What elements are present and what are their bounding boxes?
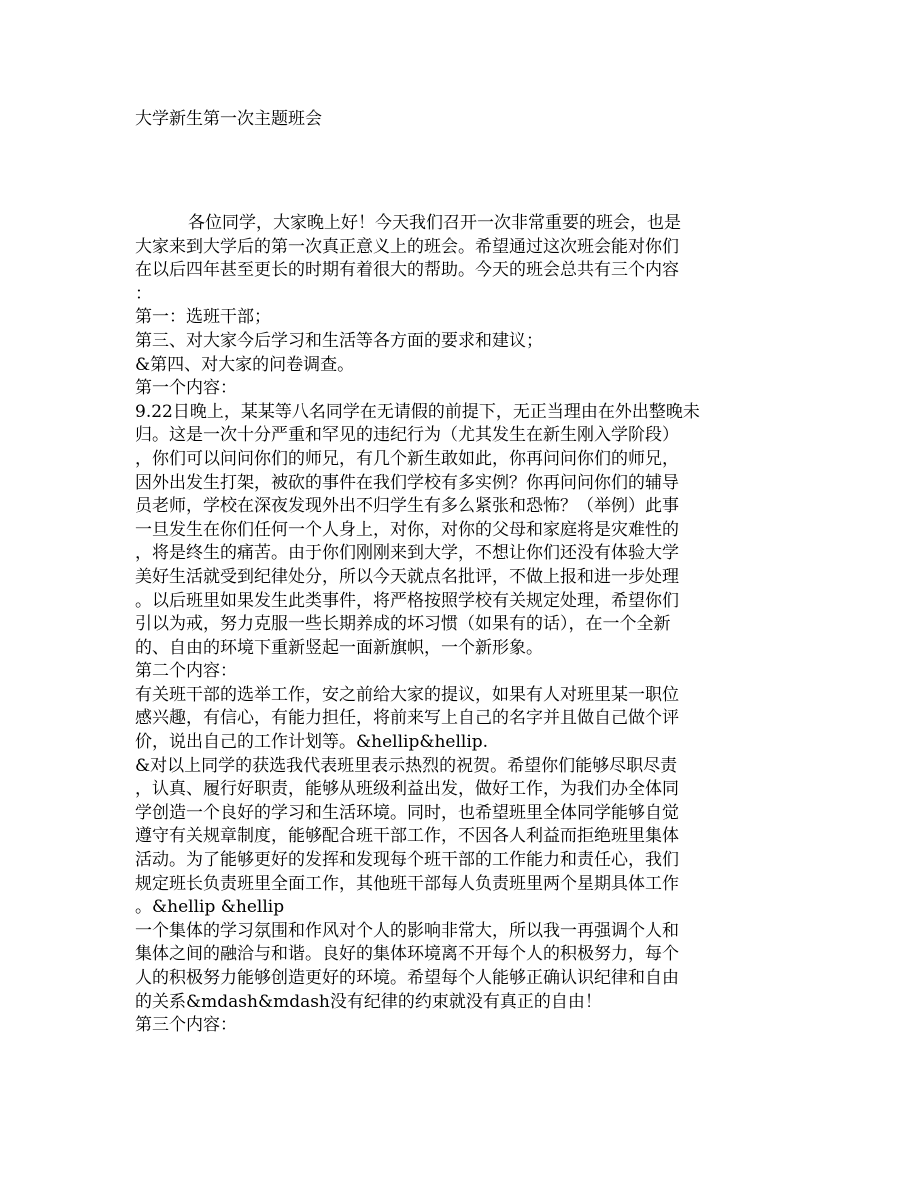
document-body: [135, 212, 725, 1038]
text-line: ，将是终生的痛苦。由于你们刚刚来到大学，不想让你们还没有体验大学: [135, 543, 679, 564]
text-line: 人的积极努力能够创造更好的环境。希望每个人能够正确认识纪律和自由: [135, 968, 679, 988]
text-line: 感兴趣，有信心，有能力担任，将前来写上自己的名字并且做自己做个评: [135, 708, 679, 729]
text-line: ，你们可以问问你们的师兄，有几个新生敢如此，你再问问你们的师兄，: [135, 448, 679, 469]
text-line: 有关班干部的选举工作，安之前给大家的提议，如果有人对班里某一职位: [135, 684, 679, 705]
text-line: 美好生活就受到纪律处分，所以今天就点名批评，不做上报和进一步处理: [135, 566, 679, 587]
text-line: 学创造一个良好的学习和生活环境。同时，也希望班里全体同学能够自觉: [135, 802, 679, 823]
document-title: 大学新生第一次主题班会: [135, 109, 322, 129]
text-line: 活动。为了能够更好的发挥和发现每个班干部的工作能力和责任心，我们: [135, 850, 679, 871]
text-line: 归。这是一次十分严重和罕见的违纪行为（尤其发生在新生刚入学阶段）: [135, 425, 679, 446]
text-line: 的、自由的环境下重新竖起一面新旗帜，一个新形象。: [135, 637, 543, 658]
text-line: 第三个内容：: [135, 1015, 237, 1036]
text-line: ：: [135, 283, 152, 304]
text-line: 第二个内容：: [135, 661, 237, 682]
text-line: 的关系&mdash&mdash没有纪律的约束就没有真正的自由！: [135, 991, 602, 1012]
text-line: 员老师，学校在深夜发现外出不归学生有多么紧张和恐怖？（举例）此事: [135, 496, 679, 517]
text-line: 各位同学，大家晚上好！今天我们召开一次非常重要的班会，也是: [188, 213, 681, 233]
text-line: 引以为戒，努力克服一些长期养成的坏习惯（如果有的话），在一个全新: [135, 614, 671, 635]
text-line: ，认真、履行好职责，能够从班级利益出发，做好工作，为我们办全体同: [135, 779, 679, 800]
text-line: &对以上同学的获选我代表班里表示热烈的祝贺。希望你们能够尽职尽责: [135, 755, 678, 776]
text-line: 。&hellip &hellip: [135, 897, 285, 918]
text-line: 集体之间的融洽与和谐。良好的集体环境离不开每个人的积极努力，每个: [135, 944, 679, 965]
text-line: 遵守有关规章制度，能够配合班干部工作，不因各人利益而拒绝班里集体: [135, 826, 679, 847]
text-line: 一个集体的学习氛围和作风对个人的影响非常大，所以我一再强调个人和: [135, 920, 679, 941]
text-line: 规定班长负责班里全面工作，其他班干部每人负责班里两个星期具体工作: [135, 873, 679, 894]
text-line: 第一个内容：: [135, 378, 237, 399]
text-line: 因外出发生打架，被砍的事件在我们学校有多实例？你再问问你们的辅导: [135, 472, 679, 493]
text-line: 第一：选班干部；: [135, 307, 271, 328]
text-line: &第四、对大家的问卷调查。: [135, 354, 355, 375]
text-line: 大家来到大学后的第一次真正意义上的班会。希望通过这次班会能对你们: [135, 236, 679, 257]
text-line: 一旦发生在你们任何一个人身上，对你，对你的父母和家庭将是灾难性的: [135, 519, 679, 540]
text-line: 。以后班里如果发生此类事件，将严格按照学校有关规定处理，希望你们: [135, 590, 679, 611]
text-line: 9.22日晚上，某某等八名同学在无请假的前提下，无正当理由在外出整晚未: [135, 401, 700, 422]
text-line: 在以后四年甚至更长的时期有着很大的帮助。今天的班会总共有三个内容: [135, 260, 679, 281]
text-line: 价，说出自己的工作计划等。&hellip&hellip.: [135, 732, 489, 753]
text-line: 第三、对大家今后学习和生活等各方面的要求和建议；: [135, 330, 543, 351]
